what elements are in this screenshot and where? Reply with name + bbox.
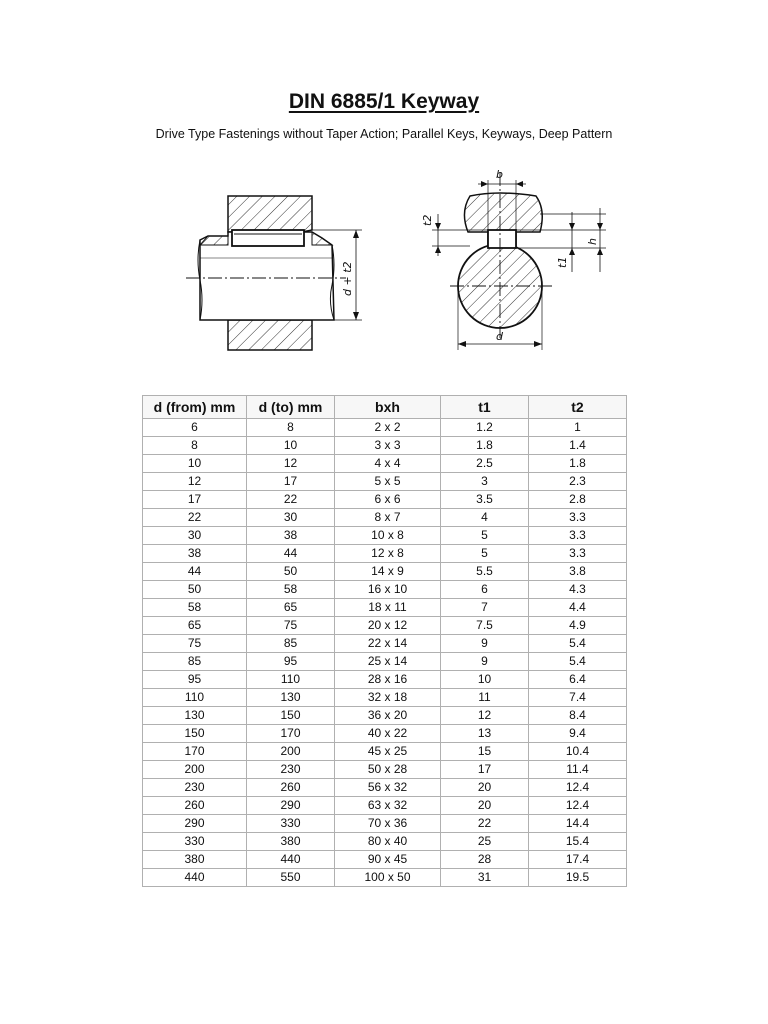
cell-d-from: 22 — [143, 509, 247, 527]
label-h: h — [586, 238, 599, 245]
cell-d-to: 200 — [247, 743, 335, 761]
cell-t1: 4 — [441, 509, 529, 527]
cell-t1: 13 — [441, 725, 529, 743]
table-row — [143, 473, 627, 491]
cell-d-to: 150 — [247, 707, 335, 725]
table-row — [143, 761, 627, 779]
cell-t2: 3.8 — [529, 563, 627, 581]
cell-bxh: 80 x 40 — [335, 833, 441, 851]
side-view — [186, 196, 362, 350]
cell-t1: 9 — [441, 653, 529, 671]
cell-t1: 20 — [441, 779, 529, 797]
cell-d-to: 38 — [247, 527, 335, 545]
table-row — [143, 563, 627, 581]
cell-t2: 9.4 — [529, 725, 627, 743]
cell-bxh: 18 x 11 — [335, 599, 441, 617]
cell-d-to: 550 — [247, 869, 335, 887]
cell-bxh: 5 x 5 — [335, 473, 441, 491]
cell-d-from: 130 — [143, 707, 247, 725]
cell-t1: 6 — [441, 581, 529, 599]
cell-d-from: 12 — [143, 473, 247, 491]
table-row — [143, 833, 627, 851]
cell-t2: 3.3 — [529, 527, 627, 545]
cell-bxh: 100 x 50 — [335, 869, 441, 887]
cell-d-from: 110 — [143, 689, 247, 707]
column-header: bxh — [335, 396, 441, 419]
cell-d-from: 290 — [143, 815, 247, 833]
cell-bxh: 8 x 7 — [335, 509, 441, 527]
cell-t1: 22 — [441, 815, 529, 833]
column-header: t2 — [529, 396, 627, 419]
cell-d-from: 150 — [143, 725, 247, 743]
cell-bxh: 56 x 32 — [335, 779, 441, 797]
cell-d-from: 6 — [143, 419, 247, 437]
cell-t2: 14.4 — [529, 815, 627, 833]
table-row — [143, 437, 627, 455]
cell-bxh: 22 x 14 — [335, 635, 441, 653]
cell-t2: 4.4 — [529, 599, 627, 617]
cell-bxh: 90 x 45 — [335, 851, 441, 869]
cell-t2: 8.4 — [529, 707, 627, 725]
table-row — [143, 851, 627, 869]
table-row — [143, 725, 627, 743]
cell-t1: 3 — [441, 473, 529, 491]
cell-t1: 1.8 — [441, 437, 529, 455]
cell-t2: 1 — [529, 419, 627, 437]
cell-t2: 15.4 — [529, 833, 627, 851]
cell-d-from: 170 — [143, 743, 247, 761]
cell-bxh: 3 x 3 — [335, 437, 441, 455]
cell-d-from: 230 — [143, 779, 247, 797]
cell-t1: 17 — [441, 761, 529, 779]
keyway-table — [142, 395, 627, 887]
cell-t2: 1.8 — [529, 455, 627, 473]
cell-d-from: 30 — [143, 527, 247, 545]
table-row — [143, 491, 627, 509]
table-header-row — [143, 396, 627, 419]
cell-t2: 4.9 — [529, 617, 627, 635]
cell-d-to: 10 — [247, 437, 335, 455]
cell-d-to: 290 — [247, 797, 335, 815]
key-side — [232, 230, 304, 246]
cell-d-from: 200 — [143, 761, 247, 779]
column-header: d (from) mm — [143, 396, 247, 419]
cell-d-from: 440 — [143, 869, 247, 887]
cell-t2: 10.4 — [529, 743, 627, 761]
cell-bxh: 16 x 10 — [335, 581, 441, 599]
cell-d-to: 110 — [247, 671, 335, 689]
table-row — [143, 617, 627, 635]
column-header: d (to) mm — [247, 396, 335, 419]
cell-bxh: 28 x 16 — [335, 671, 441, 689]
cell-t2: 1.4 — [529, 437, 627, 455]
column-header: t1 — [441, 396, 529, 419]
cell-bxh: 10 x 8 — [335, 527, 441, 545]
cell-d-to: 95 — [247, 653, 335, 671]
cell-t2: 17.4 — [529, 851, 627, 869]
cell-d-from: 44 — [143, 563, 247, 581]
cell-d-from: 17 — [143, 491, 247, 509]
cell-d-to: 330 — [247, 815, 335, 833]
table-row — [143, 527, 627, 545]
cell-t2: 12.4 — [529, 779, 627, 797]
cell-d-to: 50 — [247, 563, 335, 581]
cell-d-to: 8 — [247, 419, 335, 437]
cell-d-from: 95 — [143, 671, 247, 689]
hub-upper-section — [228, 196, 312, 232]
cell-t2: 4.3 — [529, 581, 627, 599]
cell-d-to: 58 — [247, 581, 335, 599]
cell-d-to: 17 — [247, 473, 335, 491]
cell-bxh: 50 x 28 — [335, 761, 441, 779]
cell-bxh: 45 x 25 — [335, 743, 441, 761]
cell-t1: 11 — [441, 689, 529, 707]
cell-d-to: 130 — [247, 689, 335, 707]
cell-bxh: 40 x 22 — [335, 725, 441, 743]
table-row — [143, 707, 627, 725]
cell-d-to: 22 — [247, 491, 335, 509]
cell-d-from: 58 — [143, 599, 247, 617]
cell-t2: 5.4 — [529, 653, 627, 671]
cell-d-to: 12 — [247, 455, 335, 473]
cell-d-to: 85 — [247, 635, 335, 653]
cell-bxh: 20 x 12 — [335, 617, 441, 635]
cell-t1: 5 — [441, 545, 529, 563]
table-row — [143, 635, 627, 653]
cell-t2: 7.4 — [529, 689, 627, 707]
cell-t2: 5.4 — [529, 635, 627, 653]
table-row — [143, 509, 627, 527]
cell-d-from: 330 — [143, 833, 247, 851]
cell-t1: 28 — [441, 851, 529, 869]
cell-t1: 5 — [441, 527, 529, 545]
cell-t1: 7 — [441, 599, 529, 617]
cell-t2: 2.8 — [529, 491, 627, 509]
cross-section-view — [421, 168, 606, 350]
cell-t1: 5.5 — [441, 563, 529, 581]
cell-t1: 25 — [441, 833, 529, 851]
cell-bxh: 2 x 2 — [335, 419, 441, 437]
cell-bxh: 6 x 6 — [335, 491, 441, 509]
keyway-drawing — [180, 160, 620, 360]
cell-t1: 12 — [441, 707, 529, 725]
page-subtitle: Drive Type Fastenings without Taper Action; Parallel Keys, Keyways, Deep Pattern — [155, 127, 613, 141]
cell-t1: 3.5 — [441, 491, 529, 509]
key-cross — [488, 230, 516, 248]
table-row — [143, 653, 627, 671]
hub-lower-section — [228, 320, 312, 350]
cell-t1: 20 — [441, 797, 529, 815]
cell-t2: 3.3 — [529, 509, 627, 527]
cell-bxh: 25 x 14 — [335, 653, 441, 671]
label-d: d — [496, 330, 503, 343]
table-row — [143, 455, 627, 473]
cell-d-to: 75 — [247, 617, 335, 635]
cell-t2: 11.4 — [529, 761, 627, 779]
cell-d-to: 30 — [247, 509, 335, 527]
table-row — [143, 815, 627, 833]
table-row — [143, 743, 627, 761]
cell-bxh: 70 x 36 — [335, 815, 441, 833]
cell-bxh: 12 x 8 — [335, 545, 441, 563]
table-row — [143, 581, 627, 599]
cell-bxh: 32 x 18 — [335, 689, 441, 707]
cell-bxh: 36 x 20 — [335, 707, 441, 725]
cell-t2: 19.5 — [529, 869, 627, 887]
cell-t1: 31 — [441, 869, 529, 887]
cell-bxh: 4 x 4 — [335, 455, 441, 473]
cell-t1: 7.5 — [441, 617, 529, 635]
cell-t2: 6.4 — [529, 671, 627, 689]
table-row — [143, 545, 627, 563]
cell-t1: 2.5 — [441, 455, 529, 473]
cell-d-to: 65 — [247, 599, 335, 617]
cell-d-from: 260 — [143, 797, 247, 815]
cell-t1: 10 — [441, 671, 529, 689]
cell-d-from: 75 — [143, 635, 247, 653]
cell-d-to: 440 — [247, 851, 335, 869]
cell-d-to: 170 — [247, 725, 335, 743]
table-row — [143, 869, 627, 887]
cell-d-from: 38 — [143, 545, 247, 563]
cell-d-to: 230 — [247, 761, 335, 779]
table-body — [143, 419, 627, 887]
cell-d-from: 50 — [143, 581, 247, 599]
cell-t2: 3.3 — [529, 545, 627, 563]
table-row — [143, 419, 627, 437]
label-t1: t1 — [556, 256, 569, 268]
table-row — [143, 797, 627, 815]
cell-d-from: 8 — [143, 437, 247, 455]
cell-bxh: 63 x 32 — [335, 797, 441, 815]
cell-bxh: 14 x 9 — [335, 563, 441, 581]
table-row — [143, 671, 627, 689]
label-d-plus-t2: d + t2 — [341, 261, 354, 296]
table-row — [143, 689, 627, 707]
cell-d-from: 85 — [143, 653, 247, 671]
cell-d-to: 44 — [247, 545, 335, 563]
label-t2: t2 — [421, 214, 434, 226]
cell-d-to: 260 — [247, 779, 335, 797]
cell-d-from: 10 — [143, 455, 247, 473]
cell-t1: 1.2 — [441, 419, 529, 437]
cell-t1: 15 — [441, 743, 529, 761]
cell-t2: 12.4 — [529, 797, 627, 815]
cell-t2: 2.3 — [529, 473, 627, 491]
cell-d-from: 65 — [143, 617, 247, 635]
table-row — [143, 779, 627, 797]
cell-t1: 9 — [441, 635, 529, 653]
cell-d-to: 380 — [247, 833, 335, 851]
page-title: DIN 6885/1 Keyway — [288, 90, 480, 113]
cell-d-from: 380 — [143, 851, 247, 869]
label-b: b — [496, 168, 503, 181]
table-row — [143, 599, 627, 617]
